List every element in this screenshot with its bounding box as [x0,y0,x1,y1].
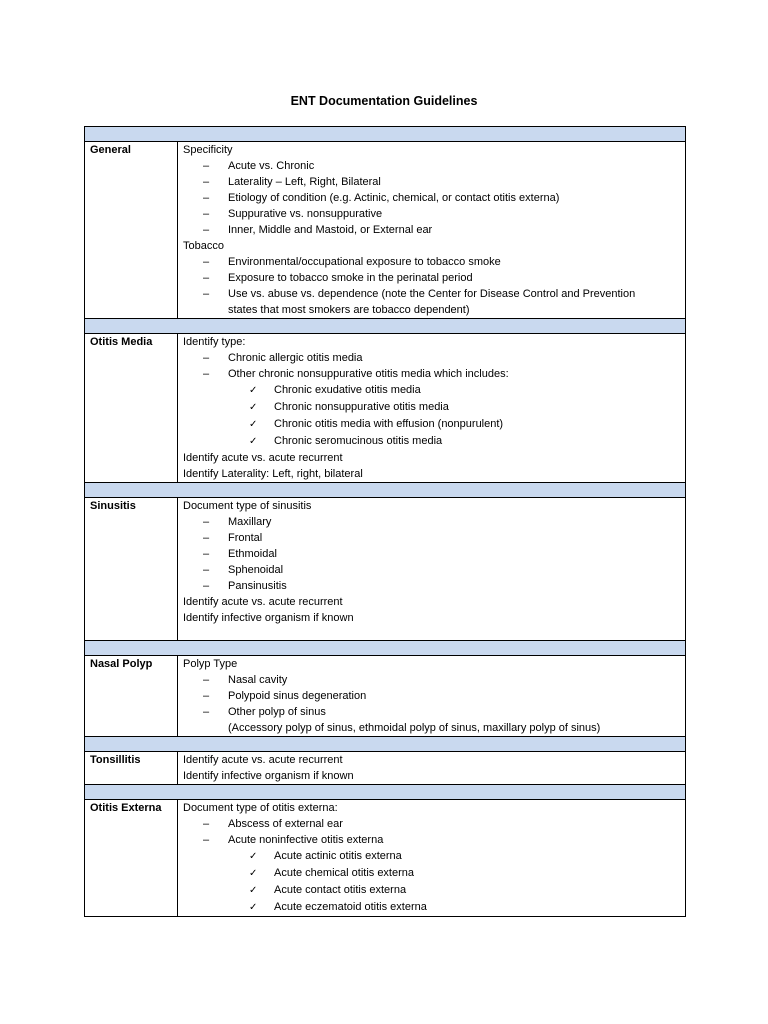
text-line [183,302,680,318]
line-text: Nasal cavity [228,674,288,686]
section-content [178,498,686,641]
checkmark-icon: ✓ [249,385,258,396]
text-line [183,238,680,254]
dash-list-item [183,832,680,848]
dash-list-item [183,190,680,206]
section-row [85,498,686,641]
dash-list-item [183,546,680,562]
dash-list-item [183,158,680,174]
section-header-band [85,641,686,656]
section-content [178,800,686,917]
dash-bullet-icon: – [203,288,210,300]
checkmark-list-item [183,865,680,882]
line-text: Identify type: [183,336,246,348]
text-line [183,466,680,482]
line-text: Polypoid sinus degeneration [228,690,367,702]
line-text: Chronic nonsuppurative otitis media [274,401,449,413]
dash-list-item [183,366,680,382]
line-text: Document type of otitis externa: [183,802,338,814]
band-cell [85,785,686,800]
line-text: Environmental/occupational exposure to tobacco smoke [228,256,501,268]
dash-bullet-icon: – [203,690,210,702]
text-line [183,800,680,816]
line-text: Polyp Type [183,658,238,670]
checkmark-list-item [183,899,680,916]
dash-list-item [183,578,680,594]
text-line [183,334,680,350]
section-row [85,800,686,917]
line-text: Acute noninfective otitis externa [228,834,384,846]
section-header-band [85,737,686,752]
dash-list-item [183,174,680,190]
guidelines-table [84,126,686,917]
page-title: ENT Documentation Guidelines [290,94,478,108]
line-text: Acute vs. Chronic [228,160,315,172]
dash-list-item [183,206,680,222]
line-text: Other chronic nonsuppurative otitis media which includes: [228,368,509,380]
dash-bullet-icon: – [203,176,210,188]
line-text: Ethmoidal [228,548,277,560]
line-text: Chronic exudative otitis media [274,384,421,396]
dash-bullet-icon: – [203,580,210,592]
dash-bullet-icon: – [203,516,210,528]
blank-line [183,626,680,640]
dash-bullet-icon: – [203,674,210,686]
checkmark-icon: ✓ [249,902,258,913]
dash-bullet-icon: – [203,818,210,830]
dash-list-item [183,688,680,704]
dash-list-item [183,286,680,302]
section-label: Tonsillitis [85,752,178,785]
text-line [183,450,680,466]
line-text: Acute contact otitis externa [274,884,407,896]
line-text: Pansinusitis [228,580,287,592]
line-text: Identify infective organism if known [183,770,354,782]
dash-list-item [183,350,680,366]
line-text: Other polyp of sinus [228,706,326,718]
section-label: Otitis Externa [85,800,178,917]
band-cell [85,737,686,752]
guidelines-table-body [85,127,686,917]
line-text: Suppurative vs. nonsuppurative [228,208,383,220]
text-line [183,752,680,768]
checkmark-list-item [183,382,680,399]
section-label: General [85,142,178,319]
band-cell [85,641,686,656]
dash-list-item [183,672,680,688]
text-line [183,768,680,784]
line-text: Inner, Middle and Mastoid, or External ear [228,224,433,236]
line-text: Acute actinic otitis externa [274,850,402,862]
line-text: Chronic allergic otitis media [228,352,363,364]
dash-list-item [183,562,680,578]
dash-bullet-icon: – [203,208,210,220]
dash-list-item [183,816,680,832]
section-content [178,752,686,785]
dash-bullet-icon: – [203,532,210,544]
line-text: Chronic otitis media with effusion (nonpurulent) [274,418,504,430]
text-line [183,720,680,736]
section-row [85,142,686,319]
checkmark-list-item [183,399,680,416]
line-text: Chronic seromucinous otitis media [274,435,443,447]
dash-list-item [183,530,680,546]
line-text: Identify acute vs. acute recurrent [183,596,343,608]
checkmark-icon: ✓ [249,851,258,862]
checkmark-icon: ✓ [249,436,258,447]
line-text: Frontal [228,532,263,544]
section-row [85,752,686,785]
line-text: Maxillary [228,516,272,528]
line-text: Use vs. abuse vs. dependence (note the Center for Disease Control and Prevention [228,288,636,300]
text-line [183,656,680,672]
section-header-band [85,127,686,142]
section-content [178,334,686,483]
line-text: states that most smokers are tobacco dependent) [228,304,470,316]
dash-bullet-icon: – [203,548,210,560]
line-text: Etiology of condition (e.g. Actinic, chemical, or contact otitis externa) [228,192,560,204]
section-label: Otitis Media [85,334,178,483]
line-text: Document type of sinusitis [183,500,312,512]
band-cell [85,319,686,334]
text-line [183,142,680,158]
line-text: Laterality – Left, Right, Bilateral [228,176,381,188]
dash-bullet-icon: – [203,834,210,846]
dash-list-item [183,514,680,530]
dash-bullet-icon: – [203,272,210,284]
line-text: Abscess of external ear [228,818,343,830]
section-label: Nasal Polyp [85,656,178,737]
checkmark-list-item [183,848,680,865]
section-header-band [85,785,686,800]
section-header-band [85,319,686,334]
line-text: (Accessory polyp of sinus, ethmoidal polyp of sinus, maxillary polyp of sinus) [228,722,601,734]
line-text: Specificity [183,144,233,156]
line-text: Acute eczematoid otitis externa [274,901,427,913]
dash-bullet-icon: – [203,192,210,204]
checkmark-icon: ✓ [249,868,258,879]
dash-bullet-icon: – [203,368,210,380]
dash-bullet-icon: – [203,352,210,364]
dash-bullet-icon: – [203,564,210,576]
line-text: Identify acute vs. acute recurrent [183,754,343,766]
dash-bullet-icon: – [203,160,210,172]
checkmark-list-item [183,416,680,433]
dash-bullet-icon: – [203,224,210,236]
line-text: Identify Laterality: Left, right, bilateral [183,468,363,480]
section-row [85,656,686,737]
section-label: Sinusitis [85,498,178,641]
line-text: Tobacco [183,240,224,252]
dash-list-item [183,704,680,720]
section-content [178,142,686,319]
text-line [183,498,680,514]
checkmark-icon: ✓ [249,419,258,430]
band-cell [85,127,686,142]
dash-bullet-icon: – [203,256,210,268]
line-text: Exposure to tobacco smoke in the perinatal period [228,272,473,284]
dash-bullet-icon: – [203,706,210,718]
line-text: Identify acute vs. acute recurrent [183,452,343,464]
section-header-band [85,483,686,498]
dash-list-item [183,270,680,286]
section-row [85,334,686,483]
checkmark-icon: ✓ [249,402,258,413]
checkmark-list-item [183,433,680,450]
text-line [183,610,680,626]
line-text: Acute chemical otitis externa [274,867,415,879]
checkmark-icon: ✓ [249,885,258,896]
text-line [183,594,680,610]
band-cell [85,483,686,498]
section-content [178,656,686,737]
dash-list-item [183,254,680,270]
line-text: Identify infective organism if known [183,612,354,624]
checkmark-list-item [183,882,680,899]
dash-list-item [183,222,680,238]
line-text: Sphenoidal [228,564,284,576]
